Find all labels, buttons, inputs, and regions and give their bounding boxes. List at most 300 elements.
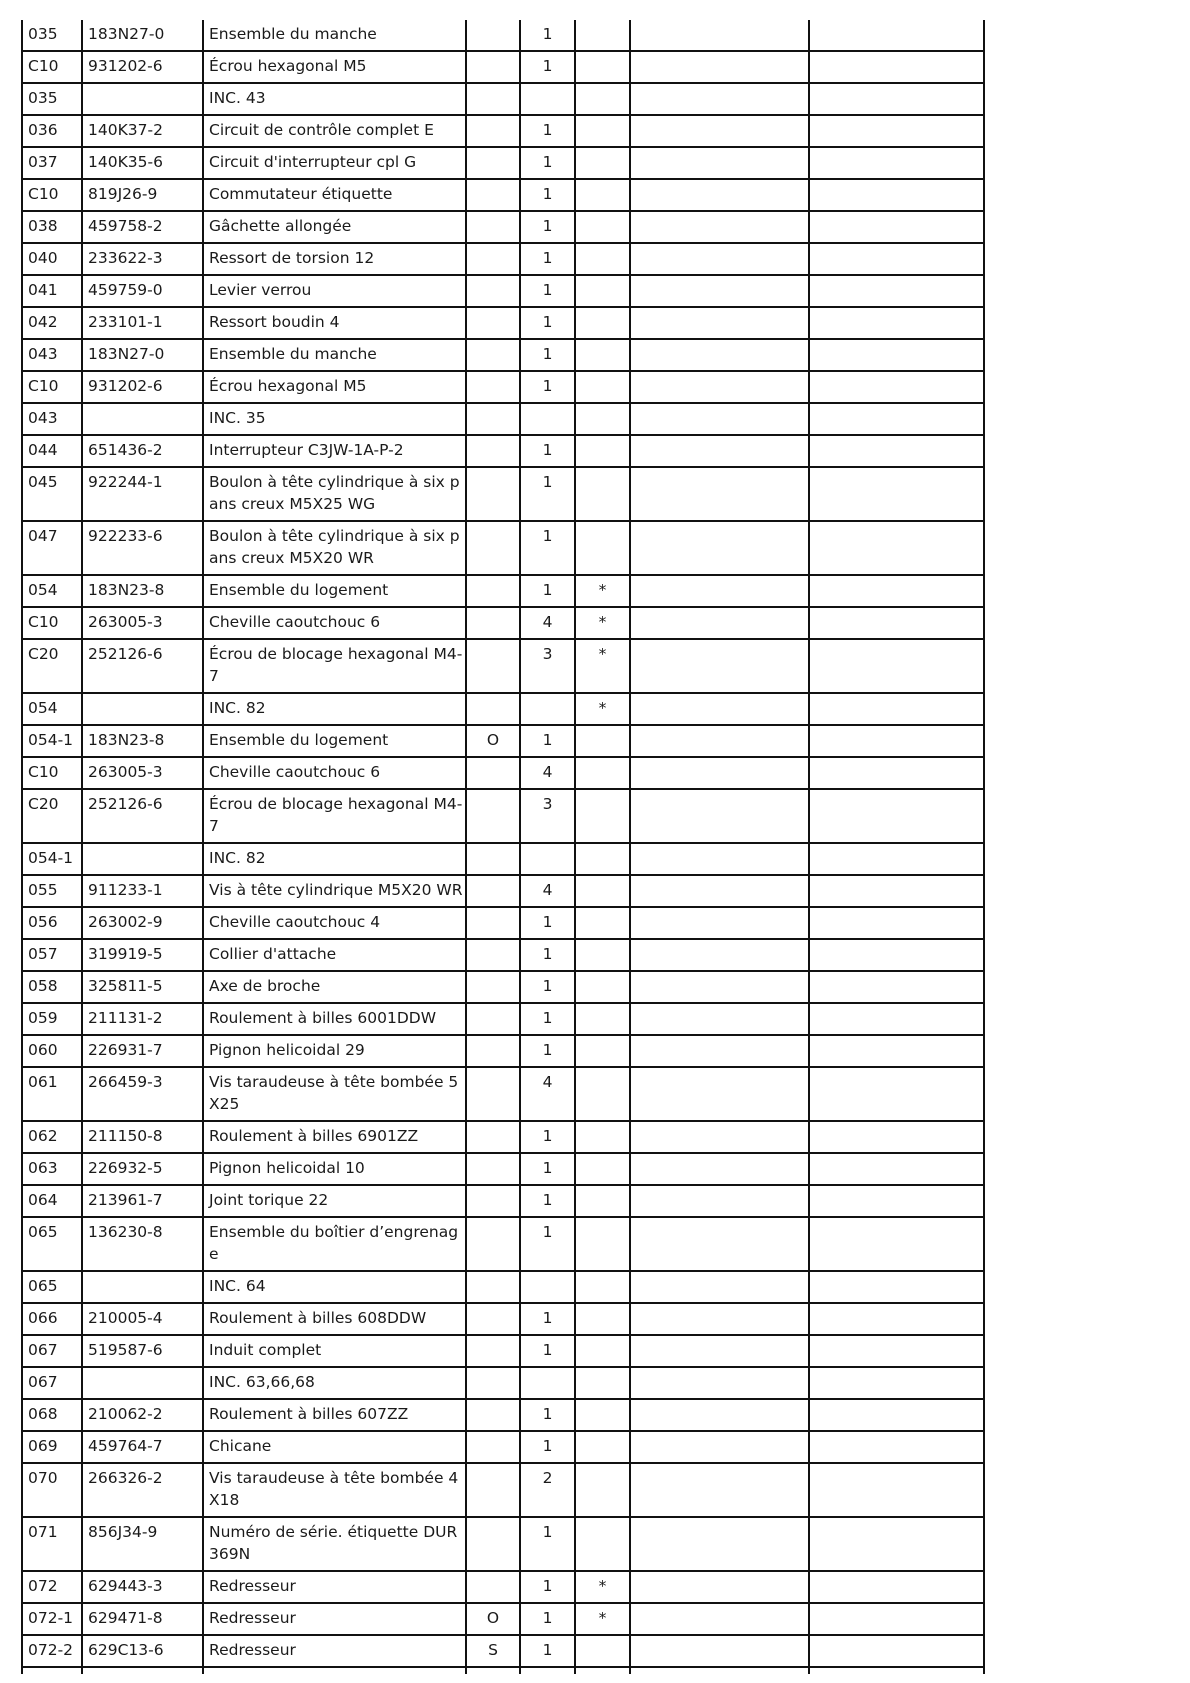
empty-cell [809, 1217, 984, 1271]
item-number-cell: 067 [22, 1335, 82, 1367]
note-mark-cell [575, 757, 630, 789]
table-row [22, 907, 984, 939]
table-row [22, 725, 984, 757]
item-number-cell: C10 [22, 607, 82, 639]
description-cell: Ressort de torsion 12 [203, 243, 466, 275]
part-number-cell: 931202-6 [82, 51, 203, 83]
quantity-cell: 1 [520, 179, 575, 211]
quantity-cell: 1 [520, 1603, 575, 1635]
quantity-cell: 1 [520, 725, 575, 757]
item-number-cell: 055 [22, 875, 82, 907]
description-cell: Circuit de contrôle complet E [203, 115, 466, 147]
table-row [22, 371, 984, 403]
table-row [22, 607, 984, 639]
part-number-cell: 459759-0 [82, 275, 203, 307]
part-number-cell: 233101-1 [82, 307, 203, 339]
table-row [22, 1217, 984, 1271]
item-number-cell: 040 [22, 243, 82, 275]
note-mark-cell [575, 1067, 630, 1121]
description-cell: Ensemble du logement [203, 575, 466, 607]
empty-cell [809, 1603, 984, 1635]
part-number-cell: 459758-2 [82, 211, 203, 243]
quantity-cell: 1 [520, 1571, 575, 1603]
item-number-cell: 047 [22, 521, 82, 575]
empty-cell [630, 939, 809, 971]
empty-cell [809, 1667, 984, 1674]
table-row [22, 1517, 984, 1571]
part-number-cell [82, 843, 203, 875]
empty-cell [630, 1367, 809, 1399]
quantity-cell: 1 [520, 1399, 575, 1431]
option-flag-cell [466, 435, 520, 467]
item-number-cell: C10 [22, 179, 82, 211]
note-mark-cell [575, 1335, 630, 1367]
part-number-cell: 325811-5 [82, 971, 203, 1003]
empty-cell [809, 1571, 984, 1603]
item-number-cell: 043 [22, 403, 82, 435]
note-mark-cell [575, 467, 630, 521]
note-mark-cell [575, 1517, 630, 1571]
quantity-cell [520, 83, 575, 115]
table-row [22, 843, 984, 875]
description-cell: Redresseur [203, 1635, 466, 1667]
description-cell: Écrou hexagonal M5 [203, 371, 466, 403]
description-cell: Écrou de blocage hexagonal M4-7 [203, 789, 466, 843]
empty-cell [630, 843, 809, 875]
description-cell: Cheville caoutchouc 4 [203, 907, 466, 939]
description-cell: Ensemble du boîtier d’engrenage [203, 1217, 466, 1271]
option-flag-cell [466, 1463, 520, 1517]
table-row [22, 275, 984, 307]
item-number-cell: 063 [22, 1153, 82, 1185]
empty-cell [630, 1431, 809, 1463]
quantity-cell: 1 [520, 275, 575, 307]
empty-cell [809, 1035, 984, 1067]
description-cell: Levier verrou [203, 275, 466, 307]
item-number-cell: C10 [22, 51, 82, 83]
empty-cell [630, 607, 809, 639]
empty-cell [630, 1035, 809, 1067]
empty-cell [630, 1335, 809, 1367]
item-number-cell: 070 [22, 1463, 82, 1517]
part-number-cell: 263005-3 [82, 607, 203, 639]
part-number-cell: 226931-7 [82, 1035, 203, 1067]
option-flag-cell [466, 639, 520, 693]
item-number-cell: 069 [22, 1431, 82, 1463]
description-cell: Gâchette allongée [203, 211, 466, 243]
part-number-cell: 266459-3 [82, 1067, 203, 1121]
option-flag-cell [466, 907, 520, 939]
option-flag-cell [466, 1571, 520, 1603]
item-number-cell: 071 [22, 1517, 82, 1571]
note-mark-cell [575, 1635, 630, 1667]
description-cell: Chicane [203, 1431, 466, 1463]
empty-cell [809, 1431, 984, 1463]
quantity-cell: 1 [520, 1335, 575, 1367]
empty-cell [809, 1517, 984, 1571]
empty-cell [809, 843, 984, 875]
option-flag-cell [466, 339, 520, 371]
description-cell: Redresseur [203, 1603, 466, 1635]
part-number-cell [82, 1271, 203, 1303]
empty-cell [809, 575, 984, 607]
description-cell: Interrupteur C3JW-1A-P-2 [203, 435, 466, 467]
note-mark-cell [575, 971, 630, 1003]
item-number-cell: 035 [22, 83, 82, 115]
empty-cell [809, 307, 984, 339]
note-mark-cell [575, 307, 630, 339]
description-cell: Cheville caoutchouc 6 [203, 757, 466, 789]
empty-cell [809, 521, 984, 575]
option-flag-cell [466, 467, 520, 521]
option-flag-cell [466, 875, 520, 907]
quantity-cell: 1 [520, 1517, 575, 1571]
note-mark-cell [575, 243, 630, 275]
note-mark-cell [575, 521, 630, 575]
empty-cell [809, 1153, 984, 1185]
option-flag-cell [466, 1035, 520, 1067]
table-row [22, 1431, 984, 1463]
item-number-cell: 041 [22, 275, 82, 307]
description-cell: INC. 35 [203, 403, 466, 435]
item-number-cell: 054-1 [22, 725, 82, 757]
part-number-cell: 629471-8 [82, 1603, 203, 1635]
empty-cell [630, 1121, 809, 1153]
item-number-cell: 054-1 [22, 843, 82, 875]
table-row [22, 1367, 984, 1399]
option-flag-cell [466, 1431, 520, 1463]
table-row [22, 639, 984, 693]
description-cell: INC. 82 [203, 693, 466, 725]
item-number-cell: 043 [22, 339, 82, 371]
note-mark-cell [575, 371, 630, 403]
empty-cell [809, 1121, 984, 1153]
item-number-cell: 035 [22, 20, 82, 51]
part-number-cell: 233622-3 [82, 243, 203, 275]
empty-cell [809, 1271, 984, 1303]
item-number-cell: 065 [22, 1217, 82, 1271]
empty-cell [630, 339, 809, 371]
empty-cell [630, 371, 809, 403]
part-number-cell: 211131-2 [82, 1003, 203, 1035]
quantity-cell: 1 [520, 939, 575, 971]
note-mark-cell [575, 907, 630, 939]
part-number-cell: 226932-5 [82, 1153, 203, 1185]
note-mark-cell [575, 51, 630, 83]
description-cell: INC. 64 [203, 1271, 466, 1303]
option-flag-cell [466, 1153, 520, 1185]
option-flag-cell [466, 1303, 520, 1335]
option-flag-cell [466, 1217, 520, 1271]
empty-cell [630, 51, 809, 83]
empty-cell [809, 1067, 984, 1121]
quantity-cell: 1 [520, 467, 575, 521]
empty-cell [630, 1303, 809, 1335]
note-mark-cell [575, 211, 630, 243]
empty-cell [630, 307, 809, 339]
note-mark-cell [575, 1463, 630, 1517]
table-row [22, 211, 984, 243]
empty-cell [809, 371, 984, 403]
empty-cell [630, 1517, 809, 1571]
option-flag-cell [466, 1185, 520, 1217]
item-number-cell: 072 [22, 1571, 82, 1603]
quantity-cell: 1 [520, 1121, 575, 1153]
empty-cell [809, 693, 984, 725]
note-mark-cell [575, 1431, 630, 1463]
option-flag-cell [466, 757, 520, 789]
description-cell: Pignon helicoidal 10 [203, 1153, 466, 1185]
empty-cell [630, 1185, 809, 1217]
item-number-cell: 068 [22, 1399, 82, 1431]
empty-cell [203, 1667, 466, 1674]
part-number-cell: 519587-6 [82, 1335, 203, 1367]
empty-cell [809, 1463, 984, 1517]
item-number-cell: 045 [22, 467, 82, 521]
empty-cell [630, 907, 809, 939]
table-row [22, 1067, 984, 1121]
item-number-cell: 065 [22, 1271, 82, 1303]
note-mark-cell: * [575, 575, 630, 607]
item-number-cell: 059 [22, 1003, 82, 1035]
table-row [22, 435, 984, 467]
empty-cell [630, 1571, 809, 1603]
quantity-cell: 1 [520, 115, 575, 147]
description-cell: Ensemble du manche [203, 339, 466, 371]
description-cell: Ensemble du logement [203, 725, 466, 757]
note-mark-cell: * [575, 1603, 630, 1635]
quantity-cell: 4 [520, 1067, 575, 1121]
quantity-cell: 4 [520, 875, 575, 907]
description-cell: INC. 63,66,68 [203, 1367, 466, 1399]
quantity-cell: 1 [520, 1635, 575, 1667]
table-row [22, 875, 984, 907]
note-mark-cell [575, 435, 630, 467]
empty-cell [809, 211, 984, 243]
quantity-cell: 1 [520, 575, 575, 607]
empty-cell [630, 243, 809, 275]
table-row [22, 521, 984, 575]
note-mark-cell [575, 843, 630, 875]
empty-cell [22, 1667, 82, 1674]
part-number-cell: 319919-5 [82, 939, 203, 971]
quantity-cell: 1 [520, 435, 575, 467]
empty-cell [630, 693, 809, 725]
empty-cell [466, 1667, 520, 1674]
empty-cell [630, 1635, 809, 1667]
option-flag-cell [466, 789, 520, 843]
item-number-cell: 072-2 [22, 1635, 82, 1667]
empty-cell [809, 1399, 984, 1431]
item-number-cell: 060 [22, 1035, 82, 1067]
part-number-cell: 819J26-9 [82, 179, 203, 211]
part-number-cell: 183N27-0 [82, 339, 203, 371]
table-row [22, 1035, 984, 1067]
option-flag-cell [466, 403, 520, 435]
description-cell: Pignon helicoidal 29 [203, 1035, 466, 1067]
option-flag-cell [466, 693, 520, 725]
quantity-cell: 1 [520, 1185, 575, 1217]
item-number-cell: 054 [22, 575, 82, 607]
empty-cell [809, 757, 984, 789]
quantity-cell: 1 [520, 339, 575, 371]
empty-cell [809, 115, 984, 147]
empty-cell [809, 1367, 984, 1399]
empty-cell [630, 1463, 809, 1517]
table-row [22, 1271, 984, 1303]
description-cell: Vis taraudeuse à tête bombée 4X18 [203, 1463, 466, 1517]
description-cell: Commutateur étiquette [203, 179, 466, 211]
empty-cell [809, 339, 984, 371]
item-number-cell: 056 [22, 907, 82, 939]
note-mark-cell [575, 83, 630, 115]
part-number-cell: 210005-4 [82, 1303, 203, 1335]
option-flag-cell [466, 83, 520, 115]
part-number-cell [82, 403, 203, 435]
table-row [22, 179, 984, 211]
description-cell: Axe de broche [203, 971, 466, 1003]
item-number-cell: 058 [22, 971, 82, 1003]
part-number-cell [82, 83, 203, 115]
part-number-cell: 263005-3 [82, 757, 203, 789]
description-cell: Collier d'attache [203, 939, 466, 971]
description-cell: Joint torique 22 [203, 1185, 466, 1217]
table-row [22, 1603, 984, 1635]
table-row [22, 51, 984, 83]
table-row [22, 1185, 984, 1217]
description-cell: Circuit d'interrupteur cpl G [203, 147, 466, 179]
quantity-cell: 1 [520, 371, 575, 403]
part-number-cell: 263002-9 [82, 907, 203, 939]
description-cell: Boulon à tête cylindrique à six pans creux M5X25 WG [203, 467, 466, 521]
note-mark-cell [575, 1121, 630, 1153]
quantity-cell: 1 [520, 20, 575, 51]
empty-cell [630, 971, 809, 1003]
quantity-cell: 1 [520, 521, 575, 575]
empty-cell [630, 403, 809, 435]
empty-cell [630, 467, 809, 521]
option-flag-cell: S [466, 1635, 520, 1667]
description-cell: Vis à tête cylindrique M5X20 WR [203, 875, 466, 907]
part-number-cell [82, 693, 203, 725]
quantity-cell: 1 [520, 211, 575, 243]
note-mark-cell [575, 939, 630, 971]
description-cell: Vis taraudeuse à tête bombée 5X25 [203, 1067, 466, 1121]
empty-cell [809, 467, 984, 521]
description-cell: Roulement à billes 6901ZZ [203, 1121, 466, 1153]
table-row [22, 1303, 984, 1335]
option-flag-cell [466, 51, 520, 83]
table-row [22, 403, 984, 435]
table-row [22, 693, 984, 725]
part-number-cell: 922244-1 [82, 467, 203, 521]
empty-cell [575, 1667, 630, 1674]
empty-cell [809, 1335, 984, 1367]
item-number-cell: 061 [22, 1067, 82, 1121]
note-mark-cell [575, 1399, 630, 1431]
item-number-cell: C20 [22, 789, 82, 843]
empty-cell [630, 757, 809, 789]
item-number-cell: 057 [22, 939, 82, 971]
quantity-cell: 2 [520, 1463, 575, 1517]
item-number-cell: C10 [22, 371, 82, 403]
option-flag-cell [466, 1335, 520, 1367]
quantity-cell: 1 [520, 307, 575, 339]
item-number-cell: C10 [22, 757, 82, 789]
option-flag-cell [466, 275, 520, 307]
description-cell: Numéro de série. étiquette DUR369N [203, 1517, 466, 1571]
table-row [22, 467, 984, 521]
empty-cell [630, 20, 809, 51]
table-row [22, 1635, 984, 1667]
part-number-cell: 213961-7 [82, 1185, 203, 1217]
empty-cell [630, 1003, 809, 1035]
quantity-cell: 1 [520, 1035, 575, 1067]
description-cell: Ressort boudin 4 [203, 307, 466, 339]
empty-cell [630, 1271, 809, 1303]
empty-cell [809, 1003, 984, 1035]
quantity-cell: 1 [520, 1303, 575, 1335]
item-number-cell: 066 [22, 1303, 82, 1335]
option-flag-cell [466, 20, 520, 51]
empty-cell [809, 725, 984, 757]
part-number-cell: 183N23-8 [82, 575, 203, 607]
empty-cell [630, 1399, 809, 1431]
option-flag-cell [466, 243, 520, 275]
table-row [22, 307, 984, 339]
note-mark-cell [575, 1153, 630, 1185]
note-mark-cell: * [575, 639, 630, 693]
part-number-cell: 183N23-8 [82, 725, 203, 757]
note-mark-cell [575, 1185, 630, 1217]
part-number-cell: 651436-2 [82, 435, 203, 467]
quantity-cell: 1 [520, 51, 575, 83]
quantity-cell [520, 693, 575, 725]
empty-cell [630, 1153, 809, 1185]
empty-cell [809, 789, 984, 843]
part-number-cell: 459764-7 [82, 1431, 203, 1463]
part-number-cell: 252126-6 [82, 639, 203, 693]
empty-cell [809, 275, 984, 307]
empty-cell [809, 971, 984, 1003]
note-mark-cell: * [575, 1571, 630, 1603]
parts-table [21, 20, 985, 1674]
part-number-cell: 931202-6 [82, 371, 203, 403]
table-row [22, 1571, 984, 1603]
note-mark-cell [575, 339, 630, 371]
empty-cell [809, 51, 984, 83]
part-number-cell [82, 1367, 203, 1399]
quantity-cell: 1 [520, 907, 575, 939]
quantity-cell: 1 [520, 1003, 575, 1035]
note-mark-cell [575, 179, 630, 211]
part-number-cell: 252126-6 [82, 789, 203, 843]
item-number-cell: 062 [22, 1121, 82, 1153]
note-mark-cell [575, 1035, 630, 1067]
note-mark-cell [575, 20, 630, 51]
note-mark-cell [575, 1367, 630, 1399]
note-mark-cell [575, 789, 630, 843]
note-mark-cell [575, 725, 630, 757]
option-flag-cell [466, 179, 520, 211]
table-row [22, 339, 984, 371]
table-row [22, 115, 984, 147]
option-flag-cell [466, 307, 520, 339]
option-flag-cell: O [466, 725, 520, 757]
option-flag-cell [466, 1003, 520, 1035]
empty-cell [630, 521, 809, 575]
empty-cell [809, 1635, 984, 1667]
